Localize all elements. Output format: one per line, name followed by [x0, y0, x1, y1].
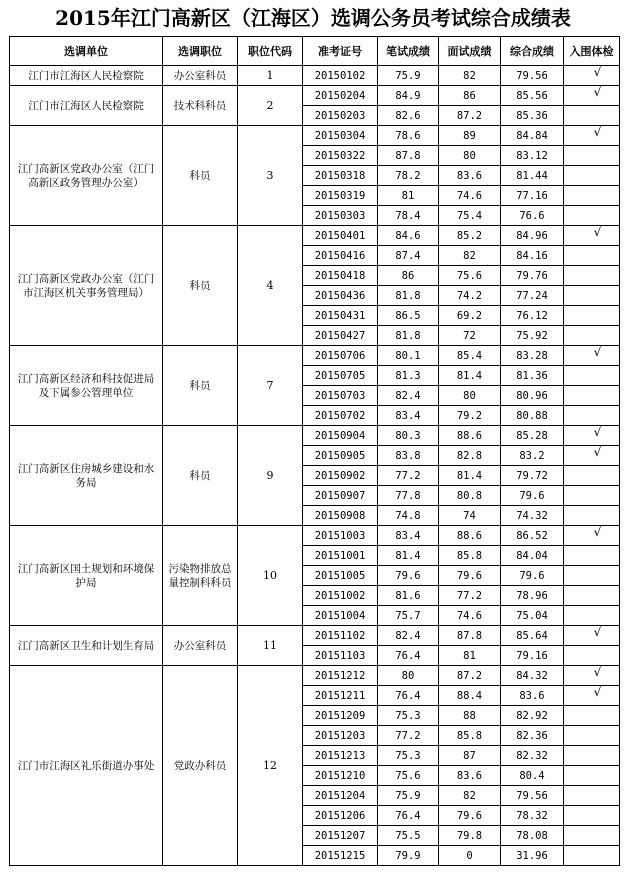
written-score-cell: 80.1 — [378, 346, 439, 366]
exam-id-cell: 20151213 — [303, 746, 378, 766]
total-score-cell: 80.88 — [501, 406, 564, 426]
exam-id-cell: 20150427 — [303, 326, 378, 346]
interview-score-cell: 75.6 — [439, 266, 501, 286]
total-score-cell: 84.96 — [501, 226, 564, 246]
interview-score-cell: 79.2 — [439, 406, 501, 426]
exam-id-cell: 20151005 — [303, 566, 378, 586]
table-row — [10, 626, 620, 646]
total-score-cell: 79.56 — [501, 66, 564, 86]
written-score-cell: 80.3 — [378, 426, 439, 446]
interview-score-cell: 79.8 — [439, 826, 501, 846]
exam-id-cell: 20150436 — [303, 286, 378, 306]
header-written-score: 笔试成绩 — [378, 37, 439, 66]
interview-score-cell: 74 — [439, 506, 501, 526]
written-score-cell: 75.5 — [378, 826, 439, 846]
exam-id-cell: 20150904 — [303, 426, 378, 446]
check-mark-icon: √ — [593, 225, 602, 239]
written-score-cell: 75.3 — [378, 746, 439, 766]
total-score-cell: 80.4 — [501, 766, 564, 786]
interview-score-cell: 69.2 — [439, 306, 501, 326]
physical-exam-cell — [564, 266, 620, 286]
exam-id-cell: 20151209 — [303, 706, 378, 726]
exam-id-cell: 20151002 — [303, 586, 378, 606]
written-score-cell: 76.4 — [378, 646, 439, 666]
position-code-cell: 12 — [238, 666, 303, 866]
physical-exam-cell — [564, 346, 620, 366]
header-total-score: 综合成绩 — [501, 37, 564, 66]
written-score-cell: 75.6 — [378, 766, 439, 786]
physical-exam-cell — [564, 586, 620, 606]
total-score-cell: 84.16 — [501, 246, 564, 266]
total-score-cell: 85.36 — [501, 106, 564, 126]
exam-id-cell: 20150318 — [303, 166, 378, 186]
total-score-cell: 78.32 — [501, 806, 564, 826]
header-exam-id: 准考证号 — [303, 37, 378, 66]
unit-cell: 江门高新区卫生和计划生育局 — [10, 626, 163, 666]
position-code-cell: 4 — [238, 226, 303, 346]
exam-id-cell: 20151203 — [303, 726, 378, 746]
exam-id-cell: 20151204 — [303, 786, 378, 806]
position-cell: 科员 — [163, 346, 238, 426]
total-score-cell: 81.44 — [501, 166, 564, 186]
exam-id-cell: 20150319 — [303, 186, 378, 206]
position-cell: 办公室科员 — [163, 626, 238, 666]
physical-exam-cell — [564, 86, 620, 106]
total-score-cell: 78.96 — [501, 586, 564, 606]
unit-cell: 江门高新区国土规划和环境保护局 — [10, 526, 163, 626]
interview-score-cell: 88 — [439, 706, 501, 726]
interview-score-cell: 79.6 — [439, 566, 501, 586]
position-cell: 科员 — [163, 226, 238, 346]
interview-score-cell: 0 — [439, 846, 501, 866]
physical-exam-cell — [564, 746, 620, 766]
written-score-cell: 78.4 — [378, 206, 439, 226]
interview-score-cell: 88.6 — [439, 526, 501, 546]
written-score-cell: 80 — [378, 666, 439, 686]
exam-id-cell: 20151207 — [303, 826, 378, 846]
total-score-cell: 82.36 — [501, 726, 564, 746]
interview-score-cell: 82 — [439, 246, 501, 266]
exam-id-cell: 20150401 — [303, 226, 378, 246]
total-score-cell: 79.6 — [501, 486, 564, 506]
exam-id-cell: 20151206 — [303, 806, 378, 826]
total-score-cell: 82.32 — [501, 746, 564, 766]
total-score-cell: 81.36 — [501, 366, 564, 386]
position-code-cell: 1 — [238, 66, 303, 86]
total-score-cell: 85.56 — [501, 86, 564, 106]
check-mark-icon: √ — [593, 685, 602, 699]
total-score-cell: 79.76 — [501, 266, 564, 286]
interview-score-cell: 88.6 — [439, 426, 501, 446]
interview-score-cell: 81.4 — [439, 366, 501, 386]
table-row — [10, 526, 620, 546]
header-physical-exam: 入围体检 — [564, 37, 620, 66]
physical-exam-cell — [564, 846, 620, 866]
total-score-cell: 76.12 — [501, 306, 564, 326]
written-score-cell: 78.6 — [378, 126, 439, 146]
position-code-cell: 10 — [238, 526, 303, 626]
physical-exam-cell — [564, 766, 620, 786]
position-cell: 污染物排放总量控制科科员 — [163, 526, 238, 626]
table-row — [10, 226, 620, 246]
header-position-code: 职位代码 — [238, 37, 303, 66]
written-score-cell: 87.8 — [378, 146, 439, 166]
position-code-cell: 7 — [238, 346, 303, 426]
exam-id-cell: 20150703 — [303, 386, 378, 406]
total-score-cell: 79.72 — [501, 466, 564, 486]
unit-cell: 江门市江海区人民检察院 — [10, 86, 163, 126]
interview-score-cell: 80.8 — [439, 486, 501, 506]
interview-score-cell: 86 — [439, 86, 501, 106]
interview-score-cell: 80 — [439, 146, 501, 166]
physical-exam-cell — [564, 466, 620, 486]
interview-score-cell: 85.2 — [439, 226, 501, 246]
exam-id-cell: 20151003 — [303, 526, 378, 546]
total-score-cell: 75.92 — [501, 326, 564, 346]
interview-score-cell: 85.8 — [439, 726, 501, 746]
check-mark-icon: √ — [593, 425, 602, 439]
exam-id-cell: 20150418 — [303, 266, 378, 286]
physical-exam-cell — [564, 286, 620, 306]
interview-score-cell: 88.4 — [439, 686, 501, 706]
table-row — [10, 86, 620, 106]
interview-score-cell: 77.2 — [439, 586, 501, 606]
written-score-cell: 81.3 — [378, 366, 439, 386]
physical-exam-cell — [564, 226, 620, 246]
total-score-cell: 31.96 — [501, 846, 564, 866]
physical-exam-cell — [564, 726, 620, 746]
interview-score-cell: 74.2 — [439, 286, 501, 306]
written-score-cell: 81.8 — [378, 326, 439, 346]
exam-id-cell: 20150303 — [303, 206, 378, 226]
total-score-cell: 79.56 — [501, 786, 564, 806]
position-cell: 技术科科员 — [163, 86, 238, 126]
unit-cell: 江门高新区住房城乡建设和水务局 — [10, 426, 163, 526]
total-score-cell: 75.04 — [501, 606, 564, 626]
written-score-cell: 82.4 — [378, 626, 439, 646]
interview-score-cell: 87.8 — [439, 626, 501, 646]
unit-cell: 江门市江海区人民检察院 — [10, 66, 163, 86]
total-score-cell: 86.52 — [501, 526, 564, 546]
physical-exam-cell — [564, 526, 620, 546]
exam-id-cell: 20150907 — [303, 486, 378, 506]
interview-score-cell: 87.2 — [439, 106, 501, 126]
exam-id-cell: 20150902 — [303, 466, 378, 486]
exam-id-cell: 20151215 — [303, 846, 378, 866]
written-score-cell: 78.2 — [378, 166, 439, 186]
written-score-cell: 83.4 — [378, 406, 439, 426]
exam-id-cell: 20150203 — [303, 106, 378, 126]
physical-exam-cell — [564, 146, 620, 166]
unit-cell: 江门高新区经济和科技促进局及下属参公管理单位 — [10, 346, 163, 426]
exam-id-cell: 20151103 — [303, 646, 378, 666]
position-cell: 科员 — [163, 126, 238, 226]
written-score-cell: 83.4 — [378, 526, 439, 546]
physical-exam-cell — [564, 126, 620, 146]
total-score-cell: 83.12 — [501, 146, 564, 166]
interview-score-cell: 85.4 — [439, 346, 501, 366]
total-score-cell: 83.28 — [501, 346, 564, 366]
total-score-cell: 83.2 — [501, 446, 564, 466]
total-score-cell: 80.96 — [501, 386, 564, 406]
interview-score-cell: 87.2 — [439, 666, 501, 686]
position-cell: 党政办科员 — [163, 666, 238, 866]
written-score-cell: 79.6 — [378, 566, 439, 586]
interview-score-cell: 87 — [439, 746, 501, 766]
written-score-cell: 81.4 — [378, 546, 439, 566]
interview-score-cell: 83.6 — [439, 166, 501, 186]
table-row — [10, 66, 620, 86]
interview-score-cell: 80 — [439, 386, 501, 406]
written-score-cell: 75.9 — [378, 66, 439, 86]
interview-score-cell: 81 — [439, 646, 501, 666]
physical-exam-cell — [564, 446, 620, 466]
exam-id-cell: 20150204 — [303, 86, 378, 106]
written-score-cell: 75.7 — [378, 606, 439, 626]
interview-score-cell: 74.6 — [439, 606, 501, 626]
total-score-cell: 76.6 — [501, 206, 564, 226]
exam-id-cell: 20151004 — [303, 606, 378, 626]
written-score-cell: 77.2 — [378, 726, 439, 746]
interview-score-cell: 82 — [439, 786, 501, 806]
scores-table — [9, 36, 620, 866]
physical-exam-cell — [564, 426, 620, 446]
total-score-cell: 82.92 — [501, 706, 564, 726]
interview-score-cell: 82 — [439, 66, 501, 86]
exam-id-cell: 20150905 — [303, 446, 378, 466]
total-score-cell: 78.08 — [501, 826, 564, 846]
exam-id-cell: 20150304 — [303, 126, 378, 146]
exam-id-cell: 20150431 — [303, 306, 378, 326]
written-score-cell: 76.4 — [378, 806, 439, 826]
table-body — [10, 66, 620, 866]
interview-score-cell: 75.4 — [439, 206, 501, 226]
exam-id-cell: 20151102 — [303, 626, 378, 646]
position-cell: 办公室科员 — [163, 66, 238, 86]
total-score-cell: 85.64 — [501, 626, 564, 646]
written-score-cell: 76.4 — [378, 686, 439, 706]
interview-score-cell: 89 — [439, 126, 501, 146]
physical-exam-cell — [564, 626, 620, 646]
total-score-cell: 74.32 — [501, 506, 564, 526]
position-code-cell: 11 — [238, 626, 303, 666]
physical-exam-cell — [564, 506, 620, 526]
interview-score-cell: 82.8 — [439, 446, 501, 466]
total-score-cell: 84.32 — [501, 666, 564, 686]
written-score-cell: 86 — [378, 266, 439, 286]
exam-id-cell: 20150702 — [303, 406, 378, 426]
position-cell: 科员 — [163, 426, 238, 526]
interview-score-cell: 81.4 — [439, 466, 501, 486]
written-score-cell: 84.6 — [378, 226, 439, 246]
written-score-cell: 81.6 — [378, 586, 439, 606]
table-row — [10, 426, 620, 446]
exam-id-cell: 20151212 — [303, 666, 378, 686]
exam-id-cell: 20151210 — [303, 766, 378, 786]
unit-cell: 江门高新区党政办公室（江门市江海区机关事务管理局） — [10, 226, 163, 346]
exam-id-cell: 20151001 — [303, 546, 378, 566]
interview-score-cell: 74.6 — [439, 186, 501, 206]
written-score-cell: 77.2 — [378, 466, 439, 486]
total-score-cell: 79.16 — [501, 646, 564, 666]
physical-exam-cell — [564, 166, 620, 186]
physical-exam-cell — [564, 606, 620, 626]
total-score-cell: 77.24 — [501, 286, 564, 306]
written-score-cell: 75.9 — [378, 786, 439, 806]
position-code-cell: 3 — [238, 126, 303, 226]
interview-score-cell: 79.6 — [439, 806, 501, 826]
physical-exam-cell — [564, 306, 620, 326]
written-score-cell: 81.8 — [378, 286, 439, 306]
check-mark-icon: √ — [593, 85, 602, 99]
physical-exam-cell — [564, 66, 620, 86]
written-score-cell: 83.8 — [378, 446, 439, 466]
written-score-cell: 74.8 — [378, 506, 439, 526]
physical-exam-cell — [564, 206, 620, 226]
check-mark-icon: √ — [593, 525, 602, 539]
physical-exam-cell — [564, 486, 620, 506]
physical-exam-cell — [564, 386, 620, 406]
header-position: 选调职位 — [163, 37, 238, 66]
total-score-cell: 85.28 — [501, 426, 564, 446]
physical-exam-cell — [564, 406, 620, 426]
physical-exam-cell — [564, 706, 620, 726]
unit-cell: 江门高新区党政办公室（江门高新区政务管理办公室） — [10, 126, 163, 226]
check-mark-icon: √ — [593, 665, 602, 679]
physical-exam-cell — [564, 646, 620, 666]
table-row — [10, 346, 620, 366]
physical-exam-cell — [564, 566, 620, 586]
exam-id-cell: 20150706 — [303, 346, 378, 366]
check-mark-icon: √ — [593, 65, 602, 79]
exam-id-cell: 20150416 — [303, 246, 378, 266]
interview-score-cell: 83.6 — [439, 766, 501, 786]
unit-cell: 江门市江海区礼乐街道办事处 — [10, 666, 163, 866]
table-row — [10, 126, 620, 146]
exam-id-cell: 20150322 — [303, 146, 378, 166]
exam-id-cell: 20150908 — [303, 506, 378, 526]
physical-exam-cell — [564, 246, 620, 266]
physical-exam-cell — [564, 666, 620, 686]
written-score-cell: 81 — [378, 186, 439, 206]
physical-exam-cell — [564, 366, 620, 386]
written-score-cell: 87.4 — [378, 246, 439, 266]
check-mark-icon: √ — [593, 445, 602, 459]
page-title: 2015年江门高新区（江海区）选调公务员考试综合成绩表 — [55, 6, 571, 30]
table-header-row — [10, 37, 620, 66]
position-code-cell: 9 — [238, 426, 303, 526]
check-mark-icon: √ — [593, 125, 602, 139]
exam-id-cell: 20150102 — [303, 66, 378, 86]
physical-exam-cell — [564, 826, 620, 846]
physical-exam-cell — [564, 186, 620, 206]
physical-exam-cell — [564, 786, 620, 806]
exam-id-cell: 20150705 — [303, 366, 378, 386]
total-score-cell: 79.6 — [501, 566, 564, 586]
interview-score-cell: 72 — [439, 326, 501, 346]
check-mark-icon: √ — [593, 625, 602, 639]
exam-id-cell: 20151211 — [303, 686, 378, 706]
total-score-cell: 83.6 — [501, 686, 564, 706]
table-row — [10, 666, 620, 686]
written-score-cell: 82.4 — [378, 386, 439, 406]
physical-exam-cell — [564, 806, 620, 826]
position-code-cell: 2 — [238, 86, 303, 126]
interview-score-cell: 85.8 — [439, 546, 501, 566]
total-score-cell: 77.16 — [501, 186, 564, 206]
written-score-cell: 79.9 — [378, 846, 439, 866]
total-score-cell: 84.04 — [501, 546, 564, 566]
physical-exam-cell — [564, 326, 620, 346]
check-mark-icon: √ — [593, 345, 602, 359]
written-score-cell: 77.8 — [378, 486, 439, 506]
header-unit: 选调单位 — [10, 37, 163, 66]
header-interview-score: 面试成绩 — [439, 37, 501, 66]
written-score-cell: 82.6 — [378, 106, 439, 126]
physical-exam-cell — [564, 106, 620, 126]
physical-exam-cell — [564, 686, 620, 706]
written-score-cell: 84.9 — [378, 86, 439, 106]
total-score-cell: 84.84 — [501, 126, 564, 146]
physical-exam-cell — [564, 546, 620, 566]
written-score-cell: 86.5 — [378, 306, 439, 326]
written-score-cell: 75.3 — [378, 706, 439, 726]
